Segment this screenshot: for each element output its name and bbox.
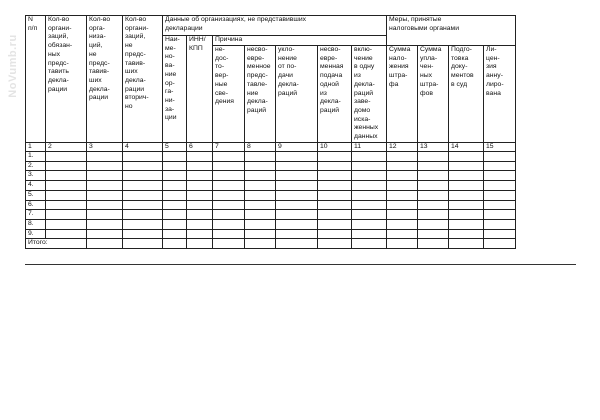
data-cell[interactable] <box>123 200 163 210</box>
data-cell[interactable] <box>87 171 123 181</box>
data-cell[interactable] <box>163 210 187 220</box>
total-cell[interactable] <box>163 239 187 249</box>
data-cell[interactable] <box>213 210 245 220</box>
data-cell[interactable] <box>187 210 213 220</box>
header-group-measures: Меры, принятые налоговыми органами <box>387 16 516 46</box>
column-numbers-row <box>26 143 516 152</box>
data-cell[interactable] <box>46 181 87 191</box>
total-cell[interactable] <box>418 239 449 249</box>
data-cell[interactable] <box>484 219 516 229</box>
data-cell[interactable] <box>245 229 276 239</box>
header-orgs-not-submitted: Кол-во орга- низа- ций, не предс- тавив- ших декла- рации <box>87 16 123 143</box>
data-cell[interactable] <box>213 190 245 200</box>
header-row-number: N п/п <box>26 16 46 143</box>
data-cell[interactable] <box>484 161 516 171</box>
data-cell[interactable] <box>46 200 87 210</box>
data-cell[interactable] <box>276 152 318 162</box>
data-cell[interactable] <box>213 171 245 181</box>
total-row <box>26 239 516 249</box>
data-cell[interactable] <box>318 219 352 229</box>
data-cell[interactable] <box>123 229 163 239</box>
data-cell[interactable] <box>387 152 418 162</box>
header-fines-paid: Сумма упла- чен- ных штра- фов <box>418 46 449 143</box>
data-cell[interactable] <box>387 190 418 200</box>
total-cell[interactable] <box>352 239 387 249</box>
column-number: 2 <box>46 143 87 152</box>
data-cell[interactable] <box>418 190 449 200</box>
data-cell[interactable] <box>46 210 87 220</box>
data-cell[interactable] <box>484 229 516 239</box>
data-cell[interactable] <box>449 229 484 239</box>
data-cell[interactable] <box>352 200 387 210</box>
header-late-submission: несво- евре- менное предс- тавле- ние декла- раций <box>245 46 276 143</box>
data-cell[interactable] <box>484 152 516 162</box>
row-number: 4. <box>26 181 46 191</box>
data-cell[interactable] <box>163 219 187 229</box>
row-number: 6. <box>26 200 46 210</box>
data-cell[interactable] <box>46 219 87 229</box>
data-cell[interactable] <box>123 161 163 171</box>
total-cell[interactable] <box>449 239 484 249</box>
data-cell[interactable] <box>187 190 213 200</box>
header-false-data: вклю- чение в одну из декла- раций заве- домо иска- женных данных <box>352 46 387 143</box>
data-cell[interactable] <box>213 152 245 162</box>
table-row <box>26 200 516 210</box>
total-cell[interactable] <box>87 239 123 249</box>
row-number: 7. <box>26 210 46 220</box>
data-cell[interactable] <box>123 181 163 191</box>
data-cell[interactable] <box>87 161 123 171</box>
data-cell[interactable] <box>46 190 87 200</box>
data-cell[interactable] <box>387 229 418 239</box>
data-cell[interactable] <box>245 200 276 210</box>
data-cell[interactable] <box>46 171 87 181</box>
header-fine-imposed: Сумма нало- жения штра- фа <box>387 46 418 143</box>
total-cell[interactable] <box>387 239 418 249</box>
data-cell[interactable] <box>87 152 123 162</box>
data-cell[interactable] <box>87 181 123 191</box>
data-cell[interactable] <box>163 161 187 171</box>
data-cell[interactable] <box>352 161 387 171</box>
data-cell[interactable] <box>449 171 484 181</box>
data-cell[interactable] <box>318 171 352 181</box>
data-cell[interactable] <box>449 152 484 162</box>
total-cell[interactable] <box>187 239 213 249</box>
column-number: 9 <box>276 143 318 152</box>
data-cell[interactable] <box>387 181 418 191</box>
data-cell[interactable] <box>449 210 484 220</box>
data-cell[interactable] <box>484 200 516 210</box>
data-cell[interactable] <box>213 200 245 210</box>
data-cell[interactable] <box>87 219 123 229</box>
table-row <box>26 219 516 229</box>
total-cell[interactable] <box>318 239 352 249</box>
data-cell[interactable] <box>276 181 318 191</box>
column-number: 12 <box>387 143 418 152</box>
data-cell[interactable] <box>276 229 318 239</box>
data-cell[interactable] <box>276 219 318 229</box>
header-org-name: Наи- ме- но- ва- ние ор- га- ни- за- ции <box>163 36 187 143</box>
data-cell[interactable] <box>276 190 318 200</box>
data-cell[interactable] <box>387 171 418 181</box>
data-cell[interactable] <box>245 152 276 162</box>
data-cell[interactable] <box>352 190 387 200</box>
data-cell[interactable] <box>352 152 387 162</box>
data-cell[interactable] <box>187 219 213 229</box>
data-cell[interactable] <box>418 181 449 191</box>
data-cell[interactable] <box>123 190 163 200</box>
data-cell[interactable] <box>46 229 87 239</box>
data-cell[interactable] <box>352 181 387 191</box>
data-cell[interactable] <box>449 181 484 191</box>
header-reason: Причина <box>213 36 387 46</box>
data-cell[interactable] <box>213 219 245 229</box>
data-cell[interactable] <box>318 181 352 191</box>
total-label: Итого: <box>26 239 87 249</box>
data-cell[interactable] <box>163 200 187 210</box>
data-cell[interactable] <box>213 161 245 171</box>
row-number: 5. <box>26 190 46 200</box>
data-cell[interactable] <box>245 171 276 181</box>
column-number: 6 <box>187 143 213 152</box>
data-cell[interactable] <box>449 161 484 171</box>
data-cell[interactable] <box>163 152 187 162</box>
data-cell[interactable] <box>187 229 213 239</box>
watermark: NoVumb.ru <box>7 34 19 98</box>
header-group-org-data: Данные об организациях, не представивших декларации <box>163 16 387 36</box>
total-cell[interactable] <box>245 239 276 249</box>
header-unreliable-info: не- дос- то- вер- ные све- дения <box>213 46 245 143</box>
data-cell[interactable] <box>418 219 449 229</box>
row-number: 1. <box>26 152 46 162</box>
data-cell[interactable] <box>418 200 449 210</box>
data-cell[interactable] <box>187 171 213 181</box>
data-cell[interactable] <box>123 219 163 229</box>
data-cell[interactable] <box>87 229 123 239</box>
column-number: 4 <box>123 143 163 152</box>
table-row <box>26 210 516 220</box>
data-cell[interactable] <box>387 200 418 210</box>
total-cell[interactable] <box>213 239 245 249</box>
table-row <box>26 181 516 191</box>
column-number: 3 <box>87 143 123 152</box>
column-number: 10 <box>318 143 352 152</box>
data-cell[interactable] <box>276 161 318 171</box>
data-cell[interactable] <box>245 181 276 191</box>
header-court-docs: Подго- товка доку- ментов в суд <box>449 46 484 143</box>
data-cell[interactable] <box>87 200 123 210</box>
data-cell[interactable] <box>418 161 449 171</box>
data-cell[interactable] <box>449 219 484 229</box>
header-evasion: укло- нение от по- дачи декла- раций <box>276 46 318 143</box>
data-cell[interactable] <box>187 152 213 162</box>
row-number: 3. <box>26 171 46 181</box>
row-number: 2. <box>26 161 46 171</box>
table-row <box>26 152 516 162</box>
data-cell[interactable] <box>387 210 418 220</box>
data-cell[interactable] <box>318 152 352 162</box>
data-cell[interactable] <box>163 229 187 239</box>
data-cell[interactable] <box>276 200 318 210</box>
data-cell[interactable] <box>245 161 276 171</box>
table-row <box>26 171 516 181</box>
data-cell[interactable] <box>352 210 387 220</box>
row-number: 9. <box>26 229 46 239</box>
data-cell[interactable] <box>484 181 516 191</box>
data-cell[interactable] <box>418 229 449 239</box>
data-cell[interactable] <box>318 190 352 200</box>
data-cell[interactable] <box>387 161 418 171</box>
data-cell[interactable] <box>245 190 276 200</box>
declarations-report-table <box>25 15 516 249</box>
data-cell[interactable] <box>163 181 187 191</box>
data-cell[interactable] <box>163 171 187 181</box>
total-cell[interactable] <box>484 239 516 249</box>
header-orgs-not-submitted-repeat: Кол-во органи- заций, не предс- тавив- ших декла- рации вторич- но <box>123 16 163 143</box>
column-number: 1 <box>26 143 46 152</box>
table-row <box>26 161 516 171</box>
data-cell[interactable] <box>352 219 387 229</box>
row-number: 8. <box>26 219 46 229</box>
data-cell[interactable] <box>352 229 387 239</box>
header-license-annulled: Ли- цен- зия анну- лиро- вана <box>484 46 516 143</box>
data-cell[interactable] <box>123 171 163 181</box>
data-cell[interactable] <box>418 210 449 220</box>
data-cell[interactable] <box>449 190 484 200</box>
data-cell[interactable] <box>276 210 318 220</box>
data-cell[interactable] <box>318 210 352 220</box>
table-row <box>26 190 516 200</box>
column-number: 14 <box>449 143 484 152</box>
data-cell[interactable] <box>187 181 213 191</box>
data-cell[interactable] <box>187 161 213 171</box>
data-cell[interactable] <box>318 161 352 171</box>
data-cell[interactable] <box>46 161 87 171</box>
header-inn-kpp: ИНН/ КПП <box>187 36 213 143</box>
data-cell[interactable] <box>276 171 318 181</box>
data-cell[interactable] <box>484 210 516 220</box>
data-cell[interactable] <box>245 210 276 220</box>
column-number: 15 <box>484 143 516 152</box>
data-cell[interactable] <box>352 171 387 181</box>
column-number: 11 <box>352 143 387 152</box>
table-row <box>26 229 516 239</box>
data-cell[interactable] <box>163 190 187 200</box>
data-cell[interactable] <box>484 171 516 181</box>
data-cell[interactable] <box>418 171 449 181</box>
header-orgs-obliged: Кол-во органи- заций, обязан- ных предс- тавить декла- рации <box>46 16 87 143</box>
data-cell[interactable] <box>213 229 245 239</box>
total-cell[interactable] <box>276 239 318 249</box>
data-cell[interactable] <box>318 200 352 210</box>
data-cell[interactable] <box>46 152 87 162</box>
data-cell[interactable] <box>187 200 213 210</box>
data-cell[interactable] <box>387 219 418 229</box>
column-number: 5 <box>163 143 187 152</box>
data-cell[interactable] <box>245 219 276 229</box>
data-cell[interactable] <box>318 229 352 239</box>
data-cell[interactable] <box>87 190 123 200</box>
data-cell[interactable] <box>449 200 484 210</box>
data-cell[interactable] <box>123 152 163 162</box>
header-late-one: несво- евре- менная подача одной из декла- раций <box>318 46 352 143</box>
data-cell[interactable] <box>123 210 163 220</box>
data-cell[interactable] <box>484 190 516 200</box>
data-cell[interactable] <box>87 210 123 220</box>
column-number: 7 <box>213 143 245 152</box>
data-cell[interactable] <box>418 152 449 162</box>
total-cell[interactable] <box>123 239 163 249</box>
column-number: 8 <box>245 143 276 152</box>
column-number: 13 <box>418 143 449 152</box>
divider-line <box>25 264 576 265</box>
data-cell[interactable] <box>213 181 245 191</box>
